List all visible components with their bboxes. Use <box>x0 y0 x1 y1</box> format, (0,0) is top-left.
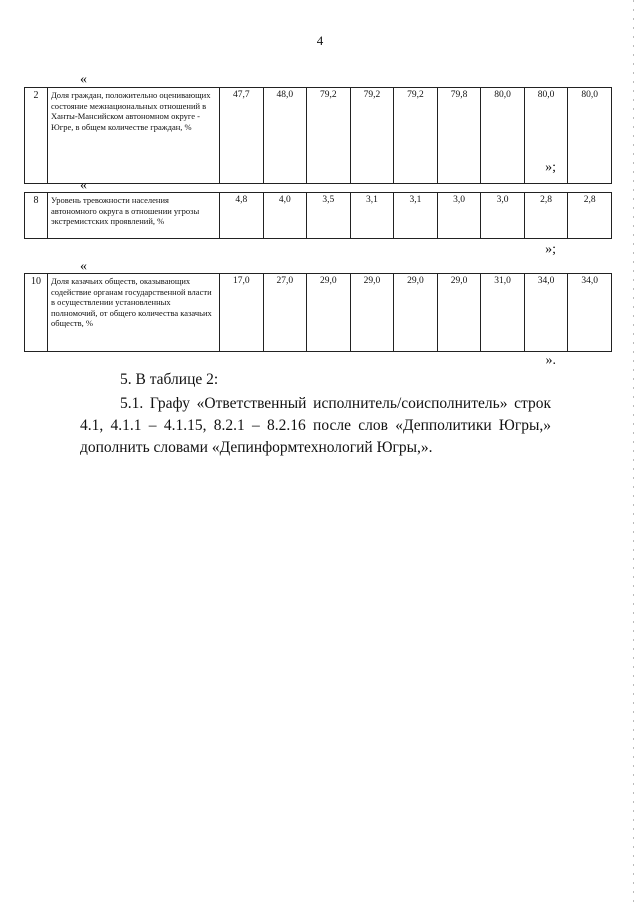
quote-open: « <box>80 178 87 193</box>
value-cell: 29,0 <box>350 274 394 352</box>
value-cell: 34,0 <box>524 274 568 352</box>
value-cell: 79,2 <box>394 88 438 184</box>
value-cell: 80,0 <box>524 88 568 184</box>
quote-close: ». <box>545 353 556 368</box>
value-cell: 79,2 <box>307 88 351 184</box>
page-number: 4 <box>316 33 324 48</box>
value-cell: 3,1 <box>394 193 438 239</box>
value-cell: 79,2 <box>350 88 394 184</box>
quote-open: « <box>80 259 87 274</box>
value-cell: 48,0 <box>263 88 307 184</box>
value-cell: 80,0 <box>568 88 612 184</box>
value-cell: 4,0 <box>263 193 307 239</box>
indicator-table-row-8 <box>24 192 612 239</box>
value-cell: 29,0 <box>437 274 481 352</box>
value-cell: 3,0 <box>437 193 481 239</box>
value-cell: 17,0 <box>220 274 264 352</box>
value-cell: 2,8 <box>524 193 568 239</box>
table-row <box>25 193 612 239</box>
row-description: Уровень тревожности населения автономного округа в отношении угрозы экстремистских проявлений, % <box>48 193 220 239</box>
value-cell: 31,0 <box>481 274 525 352</box>
indicator-table-row-2 <box>24 87 612 184</box>
row-number: 10 <box>25 274 48 352</box>
value-cell: 80,0 <box>481 88 525 184</box>
row-description: Доля казачьих обществ, оказывающих содействие органам государственной власти в осуществлении установленных полномочий, от общего количества казачьих обществ, % <box>48 274 220 352</box>
row-number: 8 <box>25 193 48 239</box>
section-title: 5. В таблице 2: <box>120 371 219 388</box>
row-number: 2 <box>25 88 48 184</box>
scan-edge-mark <box>633 0 634 905</box>
table-row <box>25 88 612 184</box>
value-cell: 2,8 <box>568 193 612 239</box>
quote-close: »; <box>545 242 556 257</box>
value-cell: 27,0 <box>263 274 307 352</box>
section-body: 5.1. Графу «Ответственный исполнитель/соисполнитель» строк 4.1, 4.1.1 – 4.1.15, 8.2.1 – 8.2.16 после слов «Депполитики Югры,» дополнить словами «Депинформтехнологий Югры,». <box>80 395 551 456</box>
value-cell: 29,0 <box>394 274 438 352</box>
row-description: Доля граждан, положительно оценивающих состояние межнациональных отношений в Ханты-Мансийском автономном округе - Югре, в общем количестве граждан, % <box>48 88 220 184</box>
value-cell: 47,7 <box>220 88 264 184</box>
value-cell: 29,0 <box>307 274 351 352</box>
value-cell: 4,8 <box>220 193 264 239</box>
quote-open: « <box>80 72 87 87</box>
quote-close: »; <box>545 160 556 175</box>
value-cell: 34,0 <box>568 274 612 352</box>
indicator-table-row-10 <box>24 273 612 352</box>
value-cell: 3,1 <box>350 193 394 239</box>
table-row <box>25 274 612 352</box>
value-cell: 3,0 <box>481 193 525 239</box>
value-cell: 79,8 <box>437 88 481 184</box>
value-cell: 3,5 <box>307 193 351 239</box>
